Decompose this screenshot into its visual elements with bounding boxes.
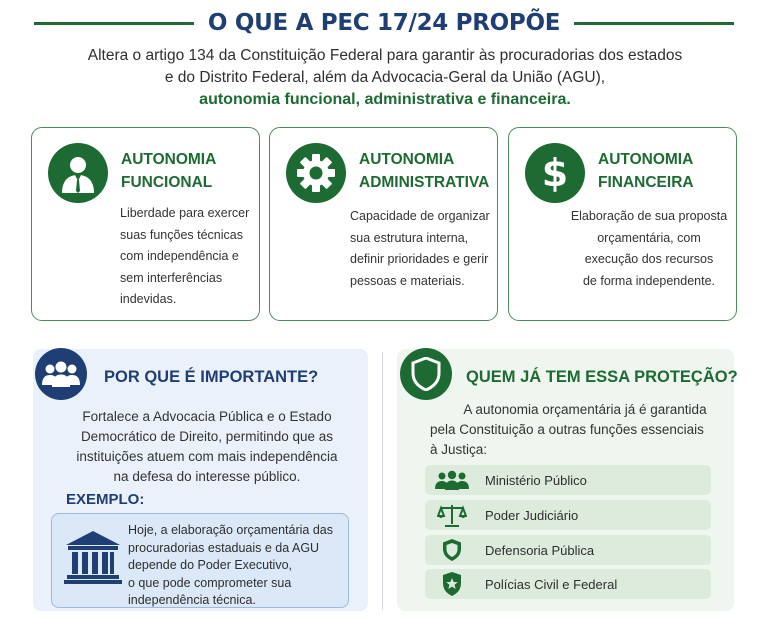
shield-icon xyxy=(425,538,479,562)
card-desc-line: pessoas e materiais. xyxy=(350,273,465,288)
card-autonomia-financeira xyxy=(508,127,737,321)
card-desc-line: suas funções técnicas xyxy=(120,227,243,242)
gear-icon xyxy=(286,143,346,203)
intro-highlight: autonomia funcional, administrativa e financeira. xyxy=(199,91,571,108)
list-item-poder-judiciario xyxy=(425,500,711,530)
card-title-line-1: AUTONOMIA xyxy=(598,151,694,168)
card-autonomia-funcional xyxy=(31,127,260,321)
text-line: depende do Poder Executivo, xyxy=(128,558,293,572)
card-title-line-1: AUTONOMIA xyxy=(121,151,217,168)
card-title-line-1: AUTONOMIA xyxy=(359,151,455,168)
card-desc-line: Liberdade para exercer xyxy=(120,206,250,220)
text-line: Democrático de Direito, permitindo que as xyxy=(80,429,334,444)
list-item-ministerio-publico xyxy=(425,465,711,495)
title-line-left xyxy=(34,22,194,25)
text-line: A autonomia orçamentária já é garantida xyxy=(463,402,707,417)
police-badge-icon xyxy=(425,571,479,597)
card-desc-line: orçamentária, com xyxy=(597,230,701,245)
text-line: Hoje, a elaboração orçamentária das xyxy=(128,523,333,537)
text-line: procuradorias estaduais e da AGU xyxy=(128,540,320,555)
list-item-label: Poder Judiciário xyxy=(485,507,579,523)
card-desc-line: execução dos recursos xyxy=(584,252,714,266)
example-text xyxy=(128,522,346,610)
list-item-label: Polícias Civil e Federal xyxy=(485,576,618,592)
card-desc-line: de forma independente. xyxy=(582,273,716,288)
example-label: EXEMPLO: xyxy=(66,491,145,508)
card-title xyxy=(359,148,494,194)
intro-line-1: Altera o artigo 134 da Constituição Federal para garantir às procuradorias dos estados xyxy=(87,47,683,64)
why-important-title: POR QUE É IMPORTANTE? xyxy=(104,368,319,386)
text-line: instituições atuem com mais independência xyxy=(76,449,338,464)
card-desc-line: Elaboração de sua proposta xyxy=(570,209,728,223)
list-item-label: Defensoria Pública xyxy=(485,542,595,558)
dollar-icon: $ xyxy=(525,143,585,203)
why-important-text xyxy=(62,407,352,487)
intro-text xyxy=(40,45,730,111)
card-autonomia-administrativa xyxy=(269,127,498,321)
who-protected-text xyxy=(430,400,720,460)
card-description xyxy=(120,203,258,311)
shield-icon xyxy=(400,348,452,400)
text-line: independência técnica. xyxy=(128,593,256,607)
card-description xyxy=(569,206,729,292)
text-line: pela Constituição a outras funções essenciais xyxy=(430,422,704,437)
card-description xyxy=(350,206,495,292)
courthouse-icon xyxy=(63,529,123,585)
card-title-line-2: FUNCIONAL xyxy=(121,174,213,191)
card-title xyxy=(598,148,733,194)
text-line: na defesa do interesse público. xyxy=(113,469,301,484)
card-desc-line: indevidas. xyxy=(120,292,177,306)
text-line: o que pode comprometer sua xyxy=(128,575,292,590)
intro-line-2: e do Distrito Federal, além da Advocacia-Geral da União (AGU), xyxy=(164,69,606,86)
card-title-line-2: ADMINISTRATIVA xyxy=(359,174,490,191)
title-line-right xyxy=(574,22,734,25)
text-line: Fortalece a Advocacia Pública e o Estado xyxy=(82,409,332,424)
page-title: O QUE A PEC 17/24 PROPÕE xyxy=(207,10,561,36)
list-item-defensoria-publica xyxy=(425,535,711,565)
group-icon xyxy=(35,348,87,400)
header xyxy=(34,8,734,38)
list-item-policias xyxy=(425,569,711,599)
text-line: à Justiça: xyxy=(430,442,488,457)
who-protected-title: QUEM JÁ TEM ESSA PROTEÇÃO? xyxy=(466,368,738,386)
example-box xyxy=(51,513,349,608)
card-desc-line: Capacidade de organizar xyxy=(350,209,490,223)
card-title-line-2: FINANCEIRA xyxy=(598,174,694,191)
card-title xyxy=(121,148,256,194)
list-item-label: Ministério Público xyxy=(485,472,587,488)
person-icon xyxy=(48,143,108,203)
card-desc-line: sem interferências xyxy=(120,270,223,285)
vertical-divider xyxy=(382,352,383,610)
card-desc-line: com independência e xyxy=(120,249,239,263)
scales-icon xyxy=(425,503,479,527)
card-desc-line: definir prioridades e gerir xyxy=(350,252,489,266)
card-desc-line: sua estrutura interna, xyxy=(350,230,469,245)
people-icon xyxy=(425,470,479,490)
